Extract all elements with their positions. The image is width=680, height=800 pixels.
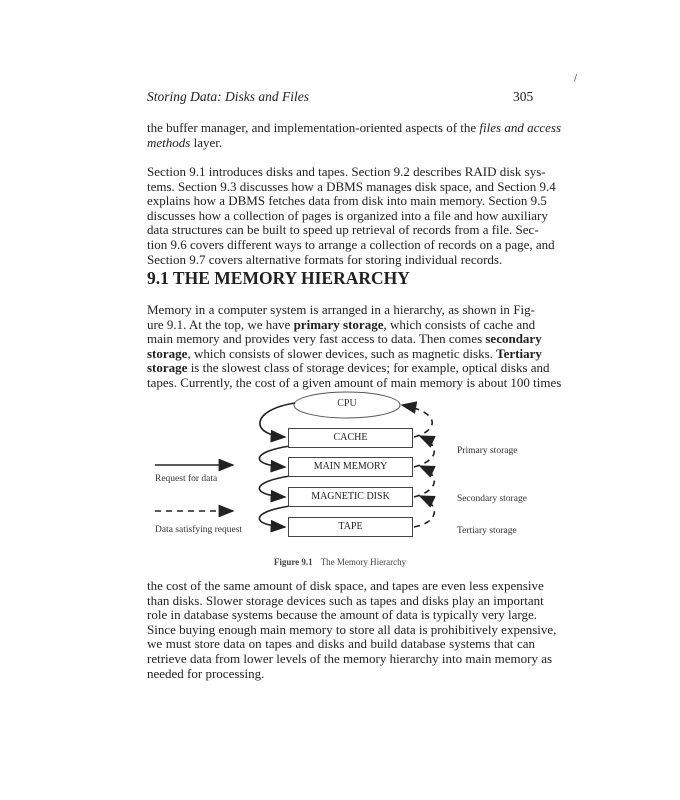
caption-label: Figure 9.1 (273, 557, 313, 567)
text-line: Since buying enough main memory to store all data is prohibitively expensive, (147, 621, 557, 637)
level-tape: TAPE (288, 517, 413, 537)
data-arrow (414, 466, 434, 497)
request-arrow (259, 476, 290, 497)
text-line: needed for processing. (147, 665, 265, 681)
text-line: we must store data on tapes and disks and build database systems that can (147, 636, 535, 652)
text-line: than disks. Slower storage devices such as tapes and disks play an important (147, 592, 544, 608)
text-line: tapes. Currently, the cost of a given amount of main memory is about 100 times (147, 375, 562, 390)
text-line: Section 9.1 introduces disks and tapes. Section 9.2 describes RAID disk sys- (147, 164, 546, 179)
text-line: storage, which consists of slower devices, such as magnetic disks. Tertiary (147, 345, 542, 361)
scan-mark: / (574, 74, 578, 84)
figure-caption (0, 557, 680, 567)
text-line: retrieve data from lower levels of the memory hierarchy into main memory as (147, 651, 553, 666)
caption-text: The Memory Hierarchy (320, 557, 407, 567)
text-line: Memory in a computer system is arranged in a hierarchy, as shown in Fig- (147, 302, 535, 317)
text-line: methods layer. (147, 134, 223, 150)
text-line: Section 9.7 covers alternative formats for storing individual records. (147, 251, 503, 267)
text-line: tems. Section 9.3 discusses how a DBMS manages disk space, and Section 9.4 (147, 178, 556, 194)
data-arrow (414, 496, 434, 527)
text-line: ure 9.1. At the top, we have primary storage, which consists of cache and (147, 316, 536, 332)
level-cache: CACHE (288, 428, 413, 448)
level-cpu: CPU (337, 398, 357, 409)
text-line: storage is the slowest class of storage devices; for example, optical disks and (147, 360, 550, 376)
text-line: main memory and provides very fast access to data. Then comes secondary (147, 331, 542, 347)
legend-request: Request for data (155, 474, 218, 484)
text-line: the cost of the same amount of disk space, and tapes are even less expensive (147, 578, 544, 593)
data-arrow (414, 436, 434, 467)
text-line: the buffer manager, and implementation-oriented aspects of the files and access (147, 120, 562, 135)
label-primary-storage: Primary storage (457, 446, 518, 456)
label-secondary-storage: Secondary storage (457, 494, 527, 504)
level-magnetic-disk: MAGNETIC DISK (288, 487, 413, 507)
text-line: discusses how a collection of pages is organized into a file and how auxiliary (147, 207, 548, 223)
text-line: role in database systems because the amount of data is typically very large. (147, 607, 537, 623)
text-line: data structures can be built to speed up retrieval of records from a file. Sec- (147, 222, 539, 238)
request-arrow (259, 506, 290, 527)
request-arrow (259, 446, 290, 467)
text-line: explains how a DBMS fetches data from disk into main memory. Section 9.5 (147, 193, 547, 209)
level-main-memory: MAIN MEMORY (288, 457, 413, 477)
running-title: Storing Data: Disks and Files (147, 89, 309, 104)
page-number: 305 (513, 89, 534, 104)
section-heading: 9.1 THE MEMORY HIERARCHY (147, 268, 410, 288)
label-tertiary-storage: Tertiary storage (457, 526, 517, 536)
legend-data: Data satisfying request (155, 525, 243, 535)
text-line: tion 9.6 covers different ways to arrange a collection of records on a page, and (147, 237, 555, 252)
